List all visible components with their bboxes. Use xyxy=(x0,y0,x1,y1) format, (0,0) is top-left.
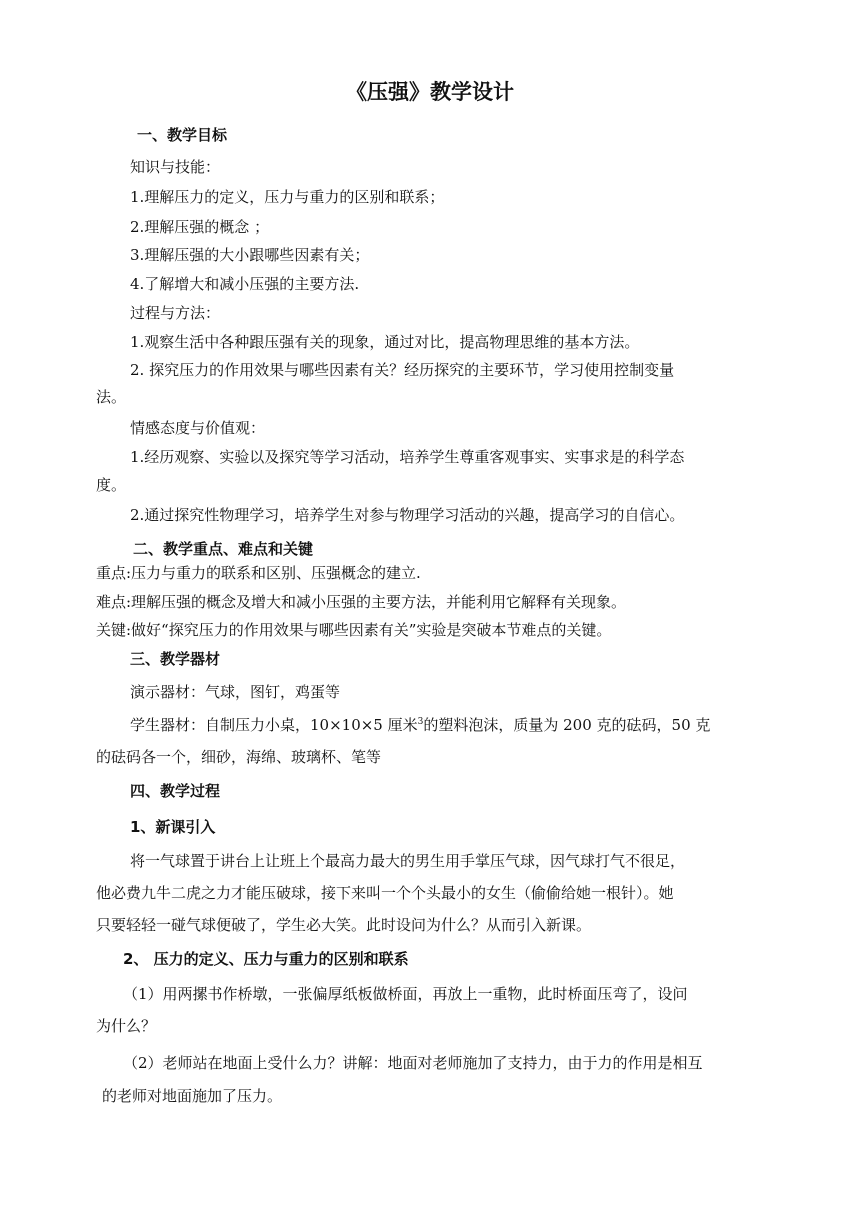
question-2-line-2: 的老师对地面施加了压力。 xyxy=(102,1087,283,1105)
subheading-pressure-definition: 2、 压力的定义、压力与重力的区别和联系 xyxy=(123,950,409,968)
student-equipment-line2: 的砝码各一个，细砂，海绵、玻璃杯、笔等 xyxy=(96,748,382,766)
process-item-2-line1: 2. 探究压力的作用效果与哪些因素有关？经历探究的主要环节，学习使用控制变量 xyxy=(130,361,675,379)
knowledge-item-3: 3.理解压强的大小跟哪些因素有关； xyxy=(130,246,370,264)
student-equipment-part-b: 的塑料泡沫，质量为 200 克的砝码，50 克 xyxy=(423,716,711,734)
process-label: 过程与方法： xyxy=(130,304,221,322)
knowledge-item-2: 2.理解压强的概念 ； xyxy=(130,218,270,236)
student-equipment-part-a: 学生器材：自制压力小桌，10×10×5 厘米 xyxy=(130,716,418,734)
intro-line-2: 他必费九牛二虎之力才能压破球，接下来叫一个个头最小的女生（偷偷给她一根针）。她 xyxy=(96,884,674,902)
question-1-line-1: （1）用两摞书作桥墩，一张偏厚纸板做桥面，再放上一重物，此时桥面压弯了，设问 xyxy=(123,985,688,1003)
critical-text: 关键:做好“探究压力的作用效果与哪些因素有关”实验是突破本节难点的关键。 xyxy=(96,621,612,639)
difficulty-text: 难点:理解压强的概念及增大和减小压强的主要方法，并能利用它解释有关现象。 xyxy=(96,593,627,611)
intro-line-1: 将一气球置于讲台上让班上个最高力最大的男生用手掌压气球，因气球打气不很足， xyxy=(130,852,686,870)
attitude-item-2: 2.通过探究性物理学习，培养学生对参与物理学习活动的兴趣，提高学习的自信心。 xyxy=(130,506,685,524)
document-title: 《压强》教学设计 xyxy=(346,80,514,104)
section-heading-process: 四、教学过程 xyxy=(130,782,221,800)
subheading-intro: 1、新课引入 xyxy=(130,818,216,836)
process-item-1: 1.观察生活中各种跟压强有关的现象，通过对比，提高物理思维的基本方法。 xyxy=(130,333,640,351)
section-heading-equipment: 三、教学器材 xyxy=(130,650,221,668)
knowledge-item-1: 1.理解压力的定义，压力与重力的区别和联系； xyxy=(130,188,445,206)
section-heading-objectives: 一、教学目标 xyxy=(137,126,228,144)
demo-equipment: 演示器材：气球，图钉，鸡蛋等 xyxy=(130,683,341,701)
knowledge-label: 知识与技能： xyxy=(130,158,221,176)
attitude-item-1-line1: 1.经历观察、实验以及探究等学习活动，培养学生尊重客观事实、实事求是的科学态 xyxy=(130,448,685,466)
key-point-text: 重点:压力与重力的联系和区别、压强概念的建立. xyxy=(96,564,421,582)
knowledge-item-4: 4.了解增大和减小压强的主要方法. xyxy=(130,275,360,293)
student-equipment-line1 xyxy=(130,714,710,735)
section-heading-keypoints: 二、教学重点、难点和关键 xyxy=(133,540,314,558)
cube-superscript: 3 xyxy=(417,717,424,727)
attitude-label: 情感态度与价值观： xyxy=(130,419,266,437)
question-1-line-2: 为什么？ xyxy=(96,1017,157,1035)
attitude-item-1-line2: 度。 xyxy=(96,476,127,494)
intro-line-3: 只要轻轻一碰气球便破了，学生必大笑。此时设问为什么？从而引入新课。 xyxy=(96,916,592,934)
process-item-2-line2: 法。 xyxy=(96,388,127,406)
question-2-line-1: （2）老师站在地面上受什么力？讲解：地面对老师施加了支持力，由于力的作用是相互 xyxy=(123,1054,703,1072)
